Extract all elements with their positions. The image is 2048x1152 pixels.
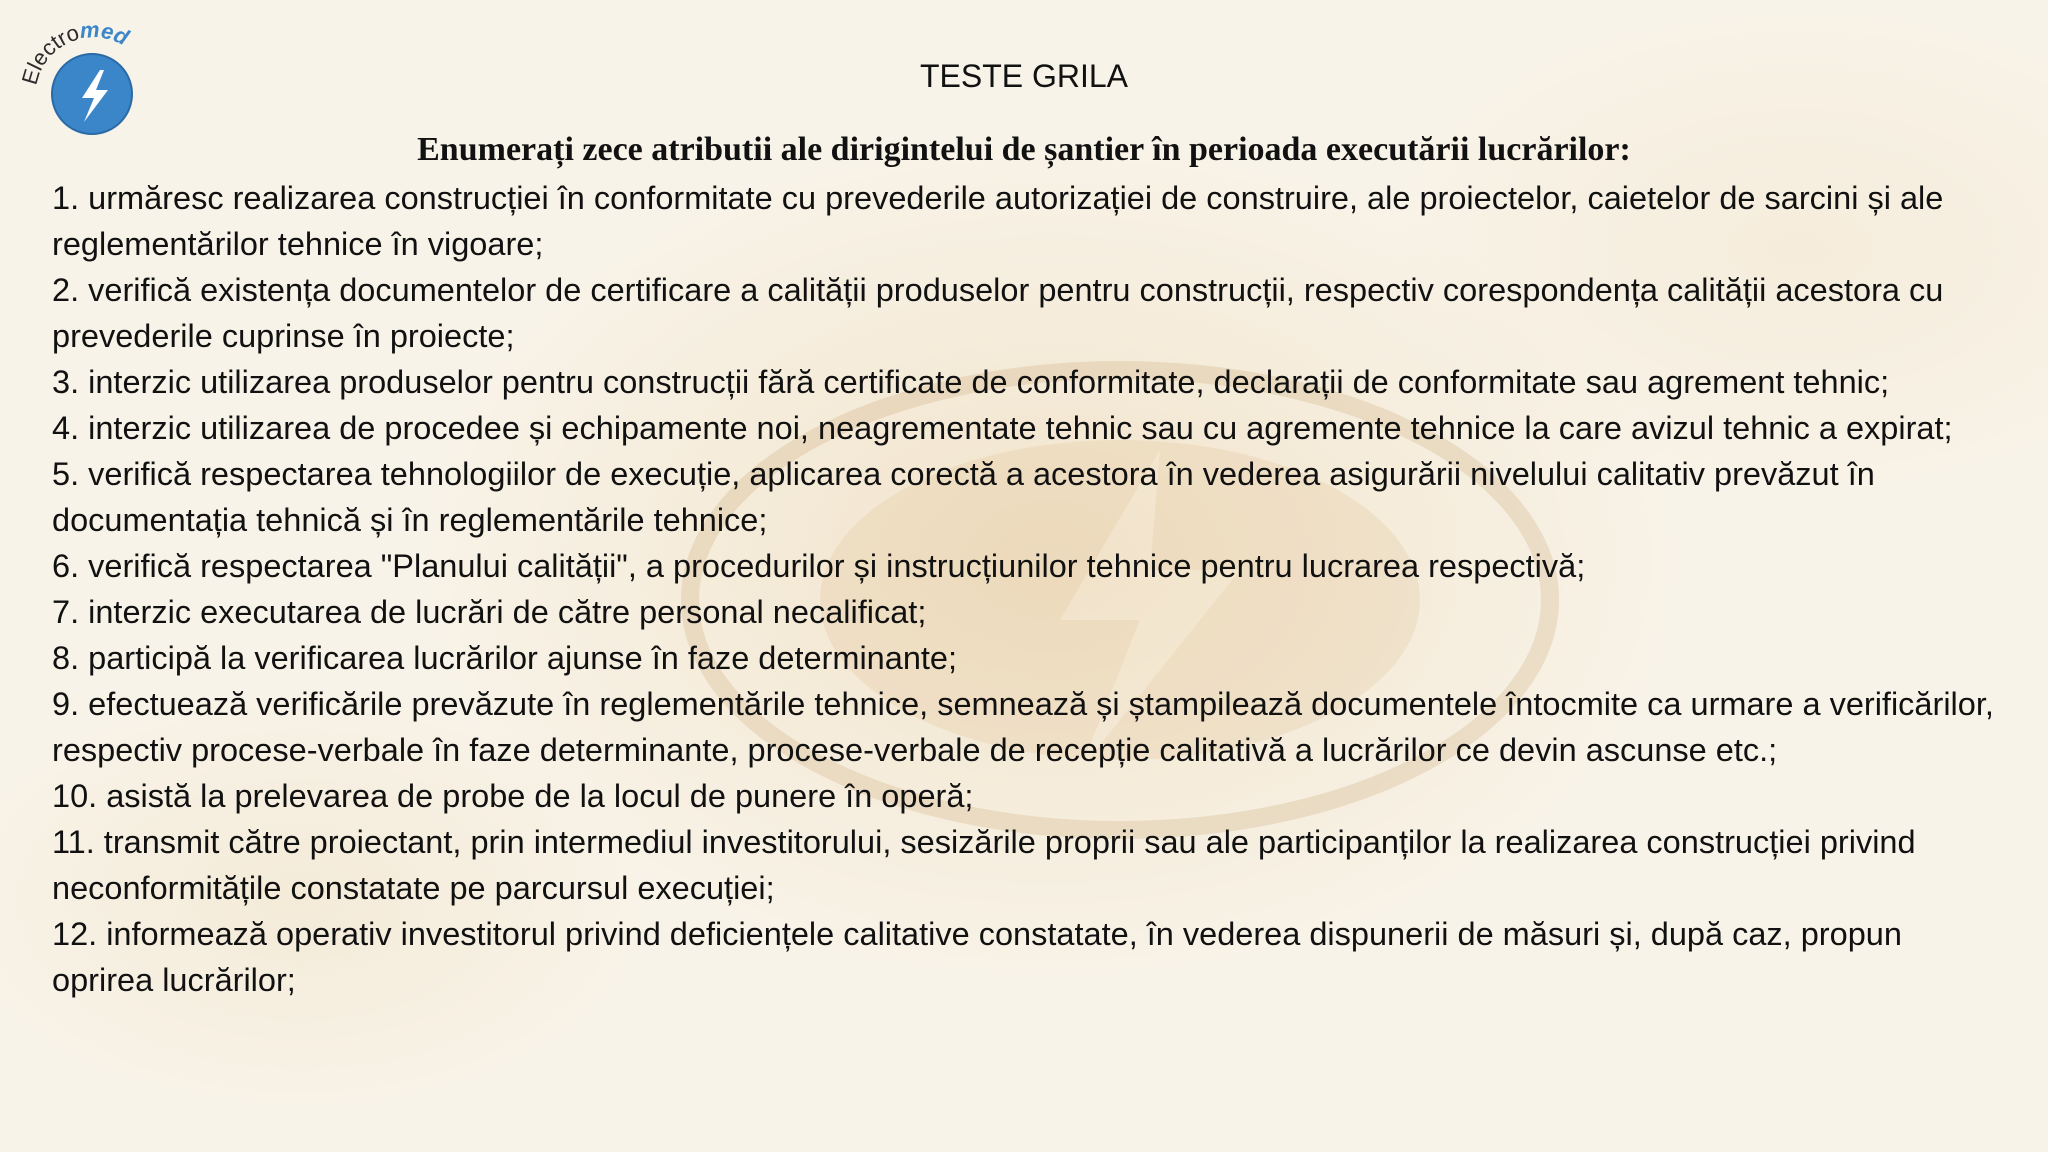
answer-item: 5. verifică respectarea tehnologiilor de execuție, aplicarea corectă a acestora în vederea asigurării nivelului calitativ prevăzut în documentația tehnică și în reglementările tehnice; [52,456,1875,538]
answer-item: 6. verifică respectarea "Planului calității", a procedurilor și instrucțiunilor tehnice pentru lucrarea respectivă; [52,548,1586,584]
logo-text-electro: lectro [22,22,83,75]
answer-item: 2. verifică existența documentelor de certificare a calității produselor pentru construcții, respectiv corespondența calității acestora cu prevederile cuprinse în proiecte; [52,272,1944,354]
answer-item: 7. interzic executarea de lucrări de către personal necalificat; [52,594,927,630]
answer-item: 4. interzic utilizarea de procedee și echipamente noi, neagrementate tehnic sau cu agremente tehnice la care avizul tehnic a expirat; [52,410,1953,446]
logo-text-med: med [79,22,133,51]
answer-item: 11. transmit către proiectant, prin intermediul investitorului, sesizările proprii sau ale participanților la realizarea construcției privind neconformitățile constatate pe parcursul execuției; [52,824,1916,906]
answer-item: 12. informează operativ investitorul privind deficiențele calitative constatate, în vederea dispunerii de măsuri și, după caz, propun oprirea lucrărilor; [52,916,1902,998]
question-heading: Enumerați zece atributii ale dirigintelui de șantier în perioada executării lucrărilor: [417,131,1631,168]
answer-item: 8. participă la verificarea lucrărilor ajunse în faze determinante; [52,640,958,676]
answer-item: 3. interzic utilizarea produselor pentru construcții fără certificate de conformitate, declarații de conformitate sau agrement tehnic; [52,364,1890,400]
answer-item: 9. efectuează verificările prevăzute în reglementările tehnice, semnează și ștampilează documentele întocmite ca urmare a verificărilor, respectiv procese-verbale în faze determinante, procese-verbale de recepție calitativă a lucrărilor ce devin ascunse etc.; [52,686,1994,768]
answer-item: 10. asistă la prelevarea de probe de la locul de punere în operă; [52,778,974,814]
slide-title: TESTE GRILA [919,58,1129,94]
answer-item: 1. urmăresc realizarea construcției în conformitate cu prevederile autorizației de construire, ale proiectelor, caietelor de sarcini și ale reglementărilor tehnice în vigoare; [52,180,1944,262]
answer-list [52,175,2012,1003]
